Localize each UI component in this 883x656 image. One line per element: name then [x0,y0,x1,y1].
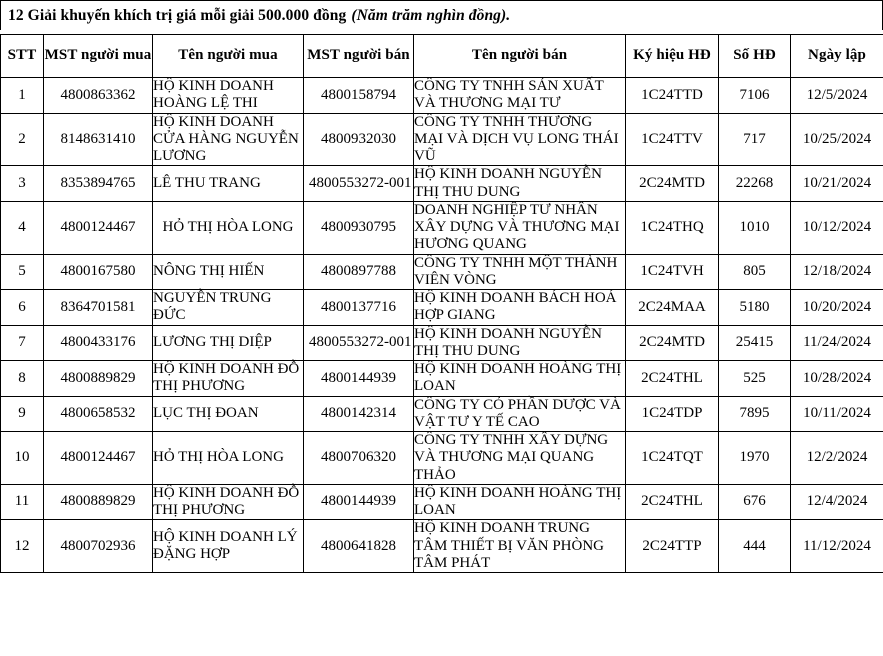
cell-seller-name: DOANH NGHIỆP TƯ NHÂN XÂY DỰNG VÀ THƯƠNG MẠI HƯƠNG QUANG [414,201,626,254]
cell-buyer-taxcode: 4800658532 [44,396,153,432]
cell-stt: 6 [1,290,44,326]
cell-issue-date: 10/20/2024 [791,290,883,326]
cell-seller-name: CÔNG TY TNHH XÂY DỰNG VÀ THƯƠNG MẠI QUANG THẢO [414,432,626,485]
cell-buyer-name: LỤC THỊ ĐOAN [153,396,304,432]
table-row [1,396,883,432]
cell-seller-name: HỘ KINH DOANH NGUYỄN THỊ THU DUNG [414,325,626,361]
prize-winners-table [0,34,883,573]
cell-seller-name: HỘ KINH DOANH TRUNG TÂM THIẾT BỊ VĂN PHÒNG TÂM PHÁT [414,520,626,573]
table-row [1,254,883,290]
cell-seller-taxcode: 4800142314 [304,396,414,432]
cell-invoice-symbol: 2C24MAA [626,290,719,326]
column-header-stt: STT [1,35,44,78]
cell-seller-taxcode: 4800930795 [304,201,414,254]
table-row [1,78,883,114]
column-header-invoice-symbol: Ký hiệu HĐ [626,35,719,78]
cell-buyer-name: HỘ KINH DOANH ĐỖ THỊ PHƯƠNG [153,484,304,520]
cell-issue-date: 10/28/2024 [791,361,883,397]
cell-buyer-taxcode: 4800124467 [44,432,153,485]
cell-invoice-number: 444 [719,520,791,573]
cell-invoice-number: 1970 [719,432,791,485]
cell-stt: 5 [1,254,44,290]
cell-stt: 3 [1,166,44,202]
cell-invoice-symbol: 2C24THL [626,361,719,397]
cell-issue-date: 11/24/2024 [791,325,883,361]
table-row [1,520,883,573]
cell-seller-taxcode: 4800158794 [304,78,414,114]
table-header-row [1,35,883,78]
cell-invoice-symbol: 2C24MTD [626,166,719,202]
table-row [1,432,883,485]
cell-invoice-symbol: 1C24TQT [626,432,719,485]
cell-invoice-number: 525 [719,361,791,397]
table-row [1,361,883,397]
cell-issue-date: 10/25/2024 [791,113,883,166]
prize-title-text: 12 Giải khuyến khích trị giá mỗi giải 500.000 đồng [8,6,347,24]
cell-buyer-name: HỘ KINH DOANH CỬA HÀNG NGUYỄN LƯƠNG [153,113,304,166]
cell-buyer-taxcode: 4800863362 [44,78,153,114]
cell-buyer-taxcode: 4800889829 [44,484,153,520]
cell-seller-taxcode: 4800706320 [304,432,414,485]
cell-invoice-number: 1010 [719,201,791,254]
column-header-buyer-taxcode: MST người mua [44,35,153,78]
cell-issue-date: 12/2/2024 [791,432,883,485]
table-row [1,484,883,520]
cell-seller-taxcode: 4800932030 [304,113,414,166]
cell-seller-taxcode: 4800144939 [304,361,414,397]
cell-buyer-taxcode: 4800167580 [44,254,153,290]
cell-buyer-name: HỎ THỊ HÒA LONG [153,201,304,254]
column-header-seller-name: Tên người bán [414,35,626,78]
column-header-invoice-number: Số HĐ [719,35,791,78]
column-header-seller-taxcode: MST người bán [304,35,414,78]
cell-buyer-name: HỘ KINH DOANH ĐỖ THỊ PHƯƠNG [153,361,304,397]
cell-buyer-taxcode: 8353894765 [44,166,153,202]
cell-invoice-symbol: 2C24TTP [626,520,719,573]
cell-stt: 4 [1,201,44,254]
table-header [1,35,883,78]
column-header-issue-date: Ngày lập [791,35,883,78]
cell-seller-taxcode: 4800144939 [304,484,414,520]
cell-seller-name: HỘ KINH DOANH NGUYỄN THỊ THU DUNG [414,166,626,202]
cell-buyer-name: LƯƠNG THỊ DIỆP [153,325,304,361]
prize-title-banner [0,0,883,30]
cell-seller-taxcode: 4800137716 [304,290,414,326]
cell-invoice-symbol: 1C24TTD [626,78,719,114]
cell-seller-taxcode: 4800641828 [304,520,414,573]
cell-stt: 8 [1,361,44,397]
cell-invoice-symbol: 1C24TTV [626,113,719,166]
cell-buyer-name: NÔNG THỊ HIẾN [153,254,304,290]
cell-buyer-name: HỘ KINH DOANH LÝ ĐẶNG HỢP [153,520,304,573]
cell-invoice-number: 5180 [719,290,791,326]
cell-invoice-symbol: 1C24TDP [626,396,719,432]
cell-buyer-name: LÊ THU TRANG [153,166,304,202]
cell-invoice-symbol: 2C24THL [626,484,719,520]
cell-invoice-number: 25415 [719,325,791,361]
cell-buyer-taxcode: 4800889829 [44,361,153,397]
cell-buyer-name: HỎ THỊ HÒA LONG [153,432,304,485]
cell-stt: 11 [1,484,44,520]
cell-invoice-number: 805 [719,254,791,290]
cell-buyer-taxcode: 8364701581 [44,290,153,326]
cell-stt: 2 [1,113,44,166]
cell-issue-date: 10/21/2024 [791,166,883,202]
cell-issue-date: 10/11/2024 [791,396,883,432]
cell-buyer-taxcode: 4800433176 [44,325,153,361]
cell-stt: 7 [1,325,44,361]
cell-stt: 1 [1,78,44,114]
cell-stt: 10 [1,432,44,485]
cell-seller-name: HỘ KINH DOANH HOÀNG THỊ LOAN [414,484,626,520]
cell-invoice-number: 22268 [719,166,791,202]
cell-seller-taxcode: 4800553272-001 [304,166,414,202]
cell-seller-name: CÔNG TY TNHH MỘT THÀNH VIÊN VÒNG [414,254,626,290]
column-header-buyer-name: Tên người mua [153,35,304,78]
cell-invoice-number: 717 [719,113,791,166]
cell-seller-name: HỘ KINH DOANH HOÀNG THỊ LOAN [414,361,626,397]
cell-seller-name: CÔNG TY TNHH SẢN XUẤT VÀ THƯƠNG MẠI TƯ [414,78,626,114]
cell-buyer-taxcode: 4800124467 [44,201,153,254]
cell-issue-date: 10/12/2024 [791,201,883,254]
table-row [1,325,883,361]
table-row [1,290,883,326]
cell-invoice-number: 7895 [719,396,791,432]
cell-invoice-symbol: 1C24TVH [626,254,719,290]
cell-issue-date: 12/18/2024 [791,254,883,290]
cell-seller-name: HỘ KINH DOANH BÁCH HOÁ HỢP GIANG [414,290,626,326]
cell-buyer-taxcode: 4800702936 [44,520,153,573]
prize-title-amount-words: (Năm trăm nghìn đồng). [351,6,511,24]
cell-seller-taxcode: 4800897788 [304,254,414,290]
cell-stt: 12 [1,520,44,573]
cell-issue-date: 12/5/2024 [791,78,883,114]
table-body [1,78,883,573]
cell-seller-name: CÔNG TY TNHH THƯƠNG MẠI VÀ DỊCH VỤ LONG THÁI VŨ [414,113,626,166]
cell-stt: 9 [1,396,44,432]
table-row [1,113,883,166]
cell-issue-date: 11/12/2024 [791,520,883,573]
cell-buyer-name: HỘ KINH DOANH HOÀNG LỆ THI [153,78,304,114]
cell-invoice-symbol: 1C24THQ [626,201,719,254]
cell-seller-taxcode: 4800553272-001 [304,325,414,361]
cell-invoice-number: 676 [719,484,791,520]
table-row [1,201,883,254]
table-row [1,166,883,202]
cell-invoice-symbol: 2C24MTD [626,325,719,361]
cell-buyer-taxcode: 8148631410 [44,113,153,166]
cell-seller-name: CÔNG TY CỎ PHẦN DƯỢC VÀ VẬT TƯ Y TẾ CAO [414,396,626,432]
cell-issue-date: 12/4/2024 [791,484,883,520]
cell-buyer-name: NGUYỄN TRUNG ĐỨC [153,290,304,326]
cell-invoice-number: 7106 [719,78,791,114]
